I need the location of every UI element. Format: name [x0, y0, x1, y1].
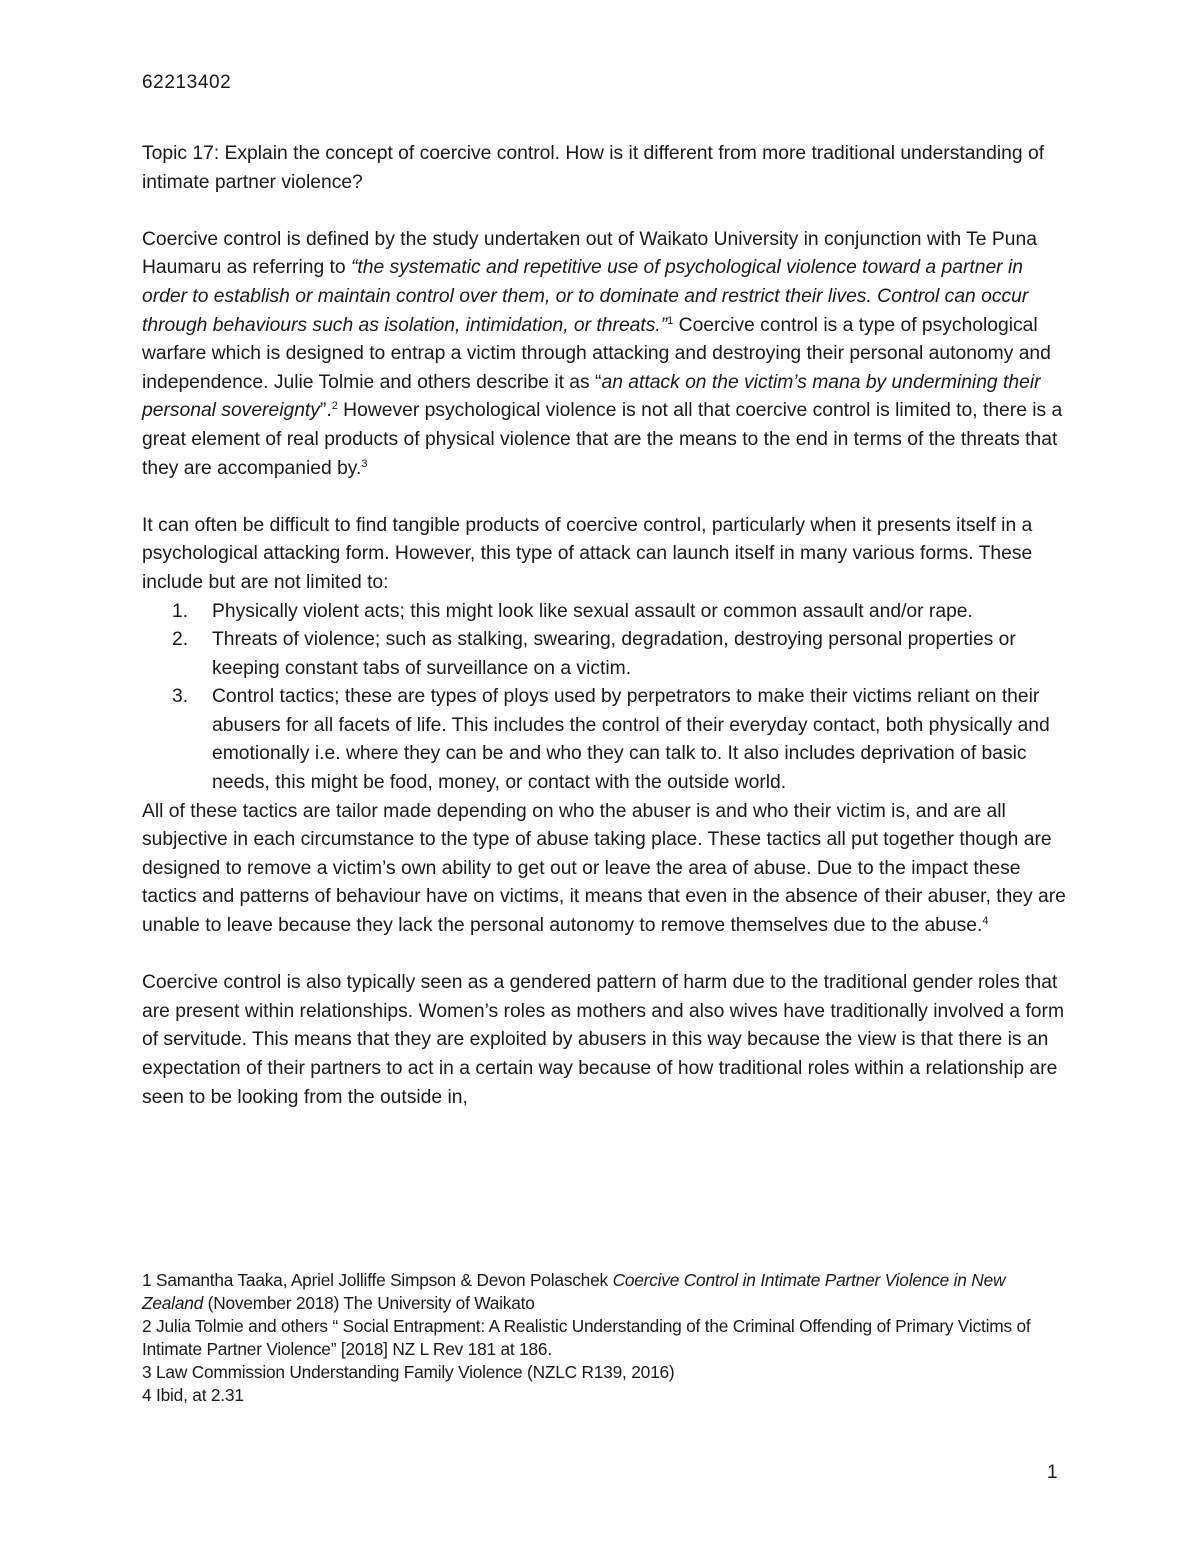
footnote-text: 2 Julia Tolmie and others “ Social Entrapment: A Realistic Understanding of the Criminal Offending of Primary Victims of Intimate Partner Violence” [2018] NZ L Rev 181 at 186.	[142, 1316, 1031, 1359]
paragraph-forms-intro: It can often be difficult to find tangible products of coercive control, particularly when it presents itself in a psychological attacking form. However, this type of attack can launch itself in many various forms. These include but are not limited to:	[142, 514, 1033, 593]
footnotes	[142, 1269, 1042, 1407]
student-id: 62213402	[142, 72, 232, 93]
list-item-text: Threats of violence; such as stalking, swearing, degradation, destroying personal properties or keeping constant tabs of surveillance on a victim.	[212, 629, 1016, 679]
footnote-ref-2[interactable]: 2	[331, 400, 338, 413]
footnote-3	[142, 1361, 1042, 1384]
paragraph-definition	[142, 226, 1072, 483]
footnote-title: Coercive Control in Intimate Partner Violence in New Zealand	[142, 1270, 1006, 1313]
footnote-ref-1[interactable]: 1	[667, 314, 674, 327]
document-body	[142, 140, 1072, 1112]
footnote-text: (November 2018) The University of Waikato	[203, 1293, 535, 1313]
paragraph-gendered: Coercive control is also typically seen as a gendered pattern of harm due to the traditional gender roles that are present within relationships. Women’s roles as mothers and also wives have traditionally involved a form of servitude. This means that they are exploited by abusers in this way because the view is that there is an expectation of their partners to act in a certain way because of how traditional roles within a relationship are seen to be looking from the outside in,	[142, 972, 1065, 1108]
footnote-text: 4 Ibid, at 2.31	[142, 1385, 244, 1405]
definition-lead: Coercive control is defined by the study undertaken out of Waikato University in conjunction with Te Puna Haumaru as referring to	[142, 228, 1037, 279]
page-number: 1	[1047, 1462, 1058, 1483]
definition-quote: “the systematic and repetitive use of psychological violence toward a partner in order to establish or maintain control over them, or to dominate and restrict their lives. Control can occur through behaviours such as isolation, intimidation, or threats.”	[142, 257, 1029, 336]
tolmie-quote: an attack on the victim’s mana by undermining their personal sovereignty	[142, 371, 1041, 422]
list-item-text: Physically violent acts; this might look like sexual assault or common assault and/or rape.	[212, 600, 973, 622]
list-item-text: Control tactics; these are types of ploys used by perpetrators to make their victims reliant on their abusers for all facets of life. This includes the control of their everyday contact, both physically and emotionally i.e. where they can be and who they can talk to. It also includes deprivation of basic needs, this might be food, money, or contact with the outside world.	[212, 686, 1050, 794]
footnote-ref-4[interactable]: 4	[982, 915, 989, 928]
tactics-text: All of these tactics are tailor made depending on who the abuser is and who their victim is, and are all subjective in each circumstance to the type of abuse taking place. These tactics all put together though are designed to remove a victim’s own ability to get out or leave the area of abuse. Due to the impact these tactics and patterns of behaviour have on victims, it means that even in the absence of their abuser, they are unable to leave because they lack the personal autonomy to remove themselves due to the abuse.	[142, 800, 1066, 937]
definition-mid2: ”.	[319, 400, 332, 422]
list-number: 1.	[172, 600, 189, 622]
footnote-ref-3[interactable]: 3	[361, 457, 368, 470]
paragraph-tactics	[142, 798, 1072, 941]
list-item	[142, 598, 1072, 627]
footnote-4	[142, 1384, 1042, 1407]
topic-heading: Topic 17: Explain the concept of coercive control. How is it different from more traditional understanding of intimate partner violence?	[142, 143, 1045, 193]
definition-tail: However psychological violence is not all that coercive control is limited to, there is a great element of real products of physical violence that are the means to the end in terms of the threats that they are accompanied by.	[142, 400, 1063, 479]
footnote-text: 3 Law Commission Understanding Family Violence (NZLC R139, 2016)	[142, 1362, 675, 1382]
list-number: 2.	[172, 629, 189, 651]
list-number: 3.	[172, 686, 189, 708]
footnote-text: 1 Samantha Taaka, Apriel Jolliffe Simpson & Devon Polaschek	[142, 1270, 613, 1290]
list-item	[142, 626, 1072, 683]
definition-mid: Coercive control is a type of psychological warfare which is designed to entrap a victim through attacking and destroying their personal autonomy and independence. Julie Tolmie and others describe it as “	[142, 314, 1051, 393]
footnote-2	[142, 1315, 1042, 1361]
list-item	[142, 683, 1072, 797]
footnote-1	[142, 1269, 1042, 1315]
forms-list	[142, 598, 1072, 798]
